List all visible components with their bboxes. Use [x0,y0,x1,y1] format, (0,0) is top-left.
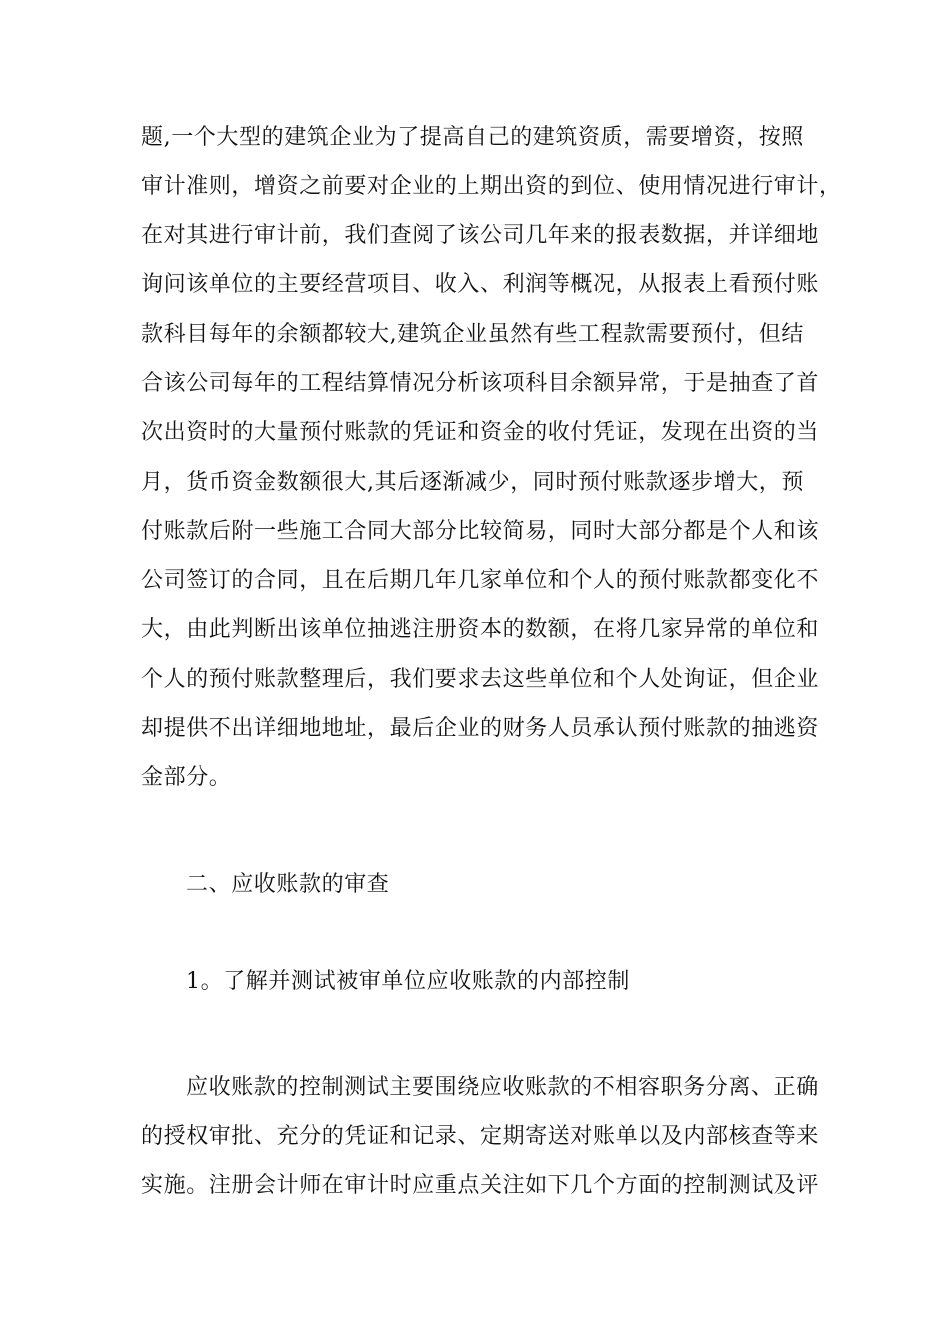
paragraph-1-line-6: 合该公司每年的工程结算情况分析该项科目余额异常，于是抽查了首 [141,371,820,396]
paragraph-1-line-14: 金部分。 [141,765,232,790]
paragraph-1-line-1: 题,一个大型的建筑企业为了提高自己的建筑资质，需要增资，按照 [141,125,804,150]
paragraph-1-line-9: 付账款后附一些施工合同大部分比较简易，同时大部分都是个人和该 [141,519,820,544]
paragraph-1-line-3: 在对其进行审计前，我们查阅了该公司几年来的报表数据，并详细地 [141,223,820,248]
paragraph-1-line-2: 审计准则，增资之前要对企业的上期出资的到位、使用情况进行审计， [141,174,842,199]
subsection-heading: 1。了解并测试被审单位应收账款的内部控制 [186,969,630,994]
paragraph-1-line-12: 个人的预付账款整理后，我们要求去这些单位和个人处询证，但企业 [141,667,820,692]
paragraph-1-line-13: 却提供不出详细地地址，最后企业的财务人员承认预付账款的抽逃资 [141,716,820,741]
paragraph-2-line-1: 应收账款的控制测试主要围绕应收账款的不相容职务分离、正确 [186,1075,819,1100]
paragraph-1-line-11: 大，由此判断出该单位抽逃注册资本的数额，在将几家异常的单位和 [141,617,820,642]
paragraph-2-line-2: 的授权审批、充分的凭证和记录、定期寄送对账单以及内部核查等来 [141,1124,820,1149]
section-heading: 二、应收账款的审查 [186,872,390,897]
paragraph-1-line-5: 款科目每年的余额都较大,建筑企业虽然有些工程款需要预付，但结 [141,322,804,347]
paragraph-1-line-10: 公司签订的合同，且在后期几年几家单位和个人的预付账款都变化不 [141,568,820,593]
paragraph-1-line-8: 月，货币资金数额很大,其后逐渐减少，同时预付账款逐步增大，预 [141,470,804,495]
paragraph-1-line-7: 次出资时的大量预付账款的凭证和资金的收付凭证，发现在出资的当 [141,420,820,445]
paragraph-2-line-3: 实施。注册会计师在审计时应重点关注如下几个方面的控制测试及评 [141,1173,820,1198]
paragraph-1-line-4: 询问该单位的主要经营项目、收入、利润等概况，从报表上看预付账 [141,272,820,297]
